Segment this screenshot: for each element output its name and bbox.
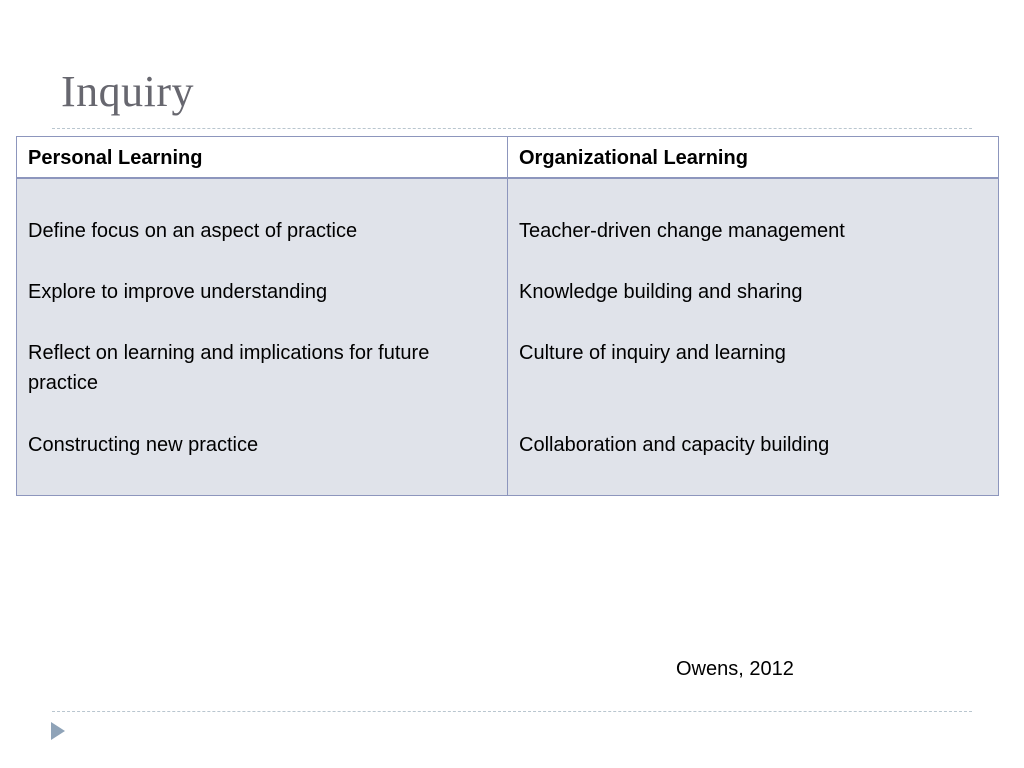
table-header-row <box>17 137 998 179</box>
organizational-item: Teacher-driven change management <box>519 220 845 242</box>
inquiry-table <box>16 136 999 496</box>
footer-divider <box>52 711 972 712</box>
slide-title: Inquiry <box>61 67 195 116</box>
organizational-item: Culture of inquiry and learning <box>519 342 786 364</box>
table-body-row <box>17 179 998 495</box>
personal-item: Define focus on an aspect of practice <box>28 220 358 242</box>
personal-item: Constructing new practice <box>28 434 259 456</box>
title-divider <box>52 128 972 129</box>
personal-item: Reflect on learning and implications for future practice <box>28 342 430 394</box>
personal-item: Explore to improve understanding <box>28 281 328 303</box>
organizational-item: Collaboration and capacity building <box>519 434 830 456</box>
personal-learning-column <box>17 179 508 495</box>
organizational-learning-column <box>508 179 998 495</box>
triangle-right-icon <box>51 722 65 740</box>
header-personal-learning: Personal Learning <box>17 137 508 177</box>
citation: Owens, 2012 <box>676 658 794 680</box>
organizational-item: Knowledge building and sharing <box>519 281 803 303</box>
header-organizational-learning: Organizational Learning <box>519 147 748 169</box>
